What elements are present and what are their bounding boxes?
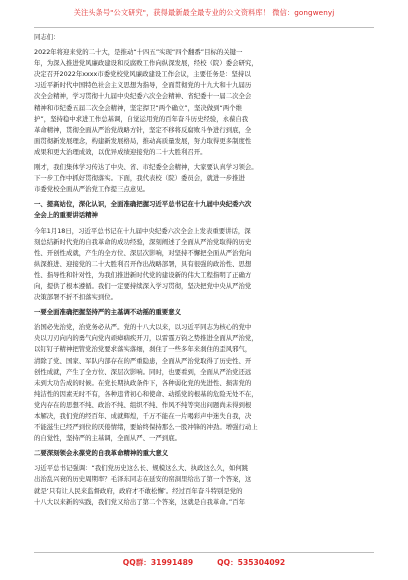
text-line: 刻总结新时代党的自我革命的成功经验，深刻阐述了全面从严治党取得的历史	[34, 237, 252, 246]
text-line: 性、指导性和针对性，为我们推进新时代党的建设新的伟大工程指明了正确方	[34, 270, 252, 279]
text-line: 决定召开2022年xxxx市委党校党风廉政建设工作会议，主要任务是：坚持以	[34, 70, 251, 79]
text-line: 央以刀刃向内的勇气向党内顽瘴痼疾开刀，以雷霆万钧之势推进全面从严治党，	[34, 334, 258, 343]
text-line: 今年1月18日，习近平总书记在十九届中央纪委六次全会上发表重要讲话，深	[34, 226, 251, 235]
header-banner	[0, 0, 408, 26]
text-line: 2022年将迎来党的二十大，是推动“十四五”实现“四个翻番”目标的关键一	[34, 48, 243, 57]
text-line: 次全会精神，学习贯彻十九届中央纪委六次全会精神、省纪委十一届二次全会	[34, 92, 252, 101]
footer-qq-group: QQ群：31991489	[122, 558, 194, 567]
text-line: 的自觉性，坚持严的主基调，全面从严、一严到底。	[34, 434, 181, 443]
text-line: 本解决，我们党的经百年、成就辉煌，千万不能在一片喝彩声中迷失自我，决	[34, 412, 252, 420]
text-line: 一、提高站位，深化认识，全面准确把握习近平总书记在十九届中央纪委六次	[34, 200, 252, 209]
text-line: 不能滋生已经严到位的厌倦情绪，要始终保持那么一股冲锋的冲劲。增强行动上	[34, 423, 258, 432]
text-line: 十八大以来新的实践，我们党又给出了第二个答案，这就是自我革命。”百年	[34, 497, 245, 506]
text-line: 同志们：	[34, 33, 60, 41]
text-line: 精神和市纪委五届二次全会精神，坚定捍卫“两个确立”，坚决做到“两个维	[34, 103, 243, 112]
text-line: 决策部署不折不扣落实到位。	[34, 293, 118, 302]
text-line: 治国必先治党，治党务必从严。党的十八大以来，以习近平同志为核心的党中	[34, 323, 252, 332]
text-line: 面贯彻新发展理念，构建新发展格局，推动高质量发展，努力取得更多制度性	[34, 136, 252, 145]
text-line: 习近平总书记强调：“我们党历史这么长、规模这么大、执政这么久，如何跳	[34, 464, 249, 473]
text-line: 习近平新时代中国特色社会主义思想为指导，全面贯彻党的十九大和十九届历	[34, 81, 252, 90]
banner-text: 关注头条号"公文研究"，获得最新最全最专业的公文资料库！ 微信：gongwenyj	[73, 8, 335, 17]
document-body	[34, 32, 374, 508]
text-line: 年，为深入推进党风廉政建设和反腐败工作向纵深发展，经校（院）委会研究，	[34, 59, 258, 68]
text-line: 二要深刻领会永葆党的自我革命精神的重大意义	[34, 449, 169, 458]
header-divider	[34, 27, 374, 28]
text-line: 纯洁性的因素无时不有，各种违背初心和使命、动摇党的根基的危险无处不在，	[34, 389, 258, 398]
text-line: 纵深推进、迎接党的二十大胜利召开作出战略部署，具有很强的政治性、思想	[34, 259, 252, 268]
text-line: 一要全面准确把握坚持严的主基调不动摇的重要意义	[34, 308, 181, 317]
text-line: 全会上的重要讲话精神	[34, 211, 98, 220]
text-line: 下一步工作中抓好贯彻落实。下面，我代表校（院）委员会，就进一步推进	[34, 174, 245, 183]
text-line: 性、开创性成就，产生的全方位、深层次影响，对坚持不懈把全面从严治党向	[34, 248, 252, 257]
text-line: 出治乱兴衰的历史周期率？毛泽东同志在延安的窑洞里给出了第一个答案，这	[34, 475, 252, 484]
text-line: 市委党校全面从严治党工作提三点意见。	[34, 185, 150, 194]
text-line: 成果和更大治理成效，以优异成绩迎接党的二十大胜利召开。	[34, 147, 207, 156]
footer-divider	[34, 552, 374, 553]
text-line: 就是‘只有让人民来监督政府，政府才不敢松懈’。经过百年奋斗特别是党的	[34, 486, 243, 495]
text-line: 未到大功告成的时候。在党长期执政条件下，各种弱化党的先进性、损害党的	[34, 378, 252, 387]
text-line: 护”，坚持稳中求进工作总基调，自觉运用党的百年奋斗历史经验，永葆自我	[34, 114, 249, 123]
footer	[0, 557, 408, 568]
text-line: 向，提供了根本遵循。我们一定要持续深入学习贯彻，坚决把党中央从严治党	[34, 281, 252, 290]
text-line: 党内存在的思想不纯、政治不纯、组织不纯、作风不纯等突出问题尚未得到根	[34, 400, 252, 409]
text-line: 以钉钉子精神把管党治党要求落实落细，刹住了一些多年来刹住的歪风邪气，	[34, 345, 252, 354]
text-line: 清除了党、国家、军队内部存在的严重隐患，全面从严治党取得了历史性、开	[34, 356, 252, 365]
text-line: 革命精神，贯彻全面从严治党战略方针，坚定不移将反腐败斗争进行到底，全	[34, 125, 252, 134]
footer-qq: QQ：535304092	[217, 558, 286, 567]
text-line: 刚才，我们集体学习传达了中央、省、市纪委全会精神，大家要认真学习领会。	[34, 163, 258, 172]
text-line: 创性成就，产生了全方位、深层次影响。同时，也要看到，全面从严治党还远	[34, 367, 252, 376]
